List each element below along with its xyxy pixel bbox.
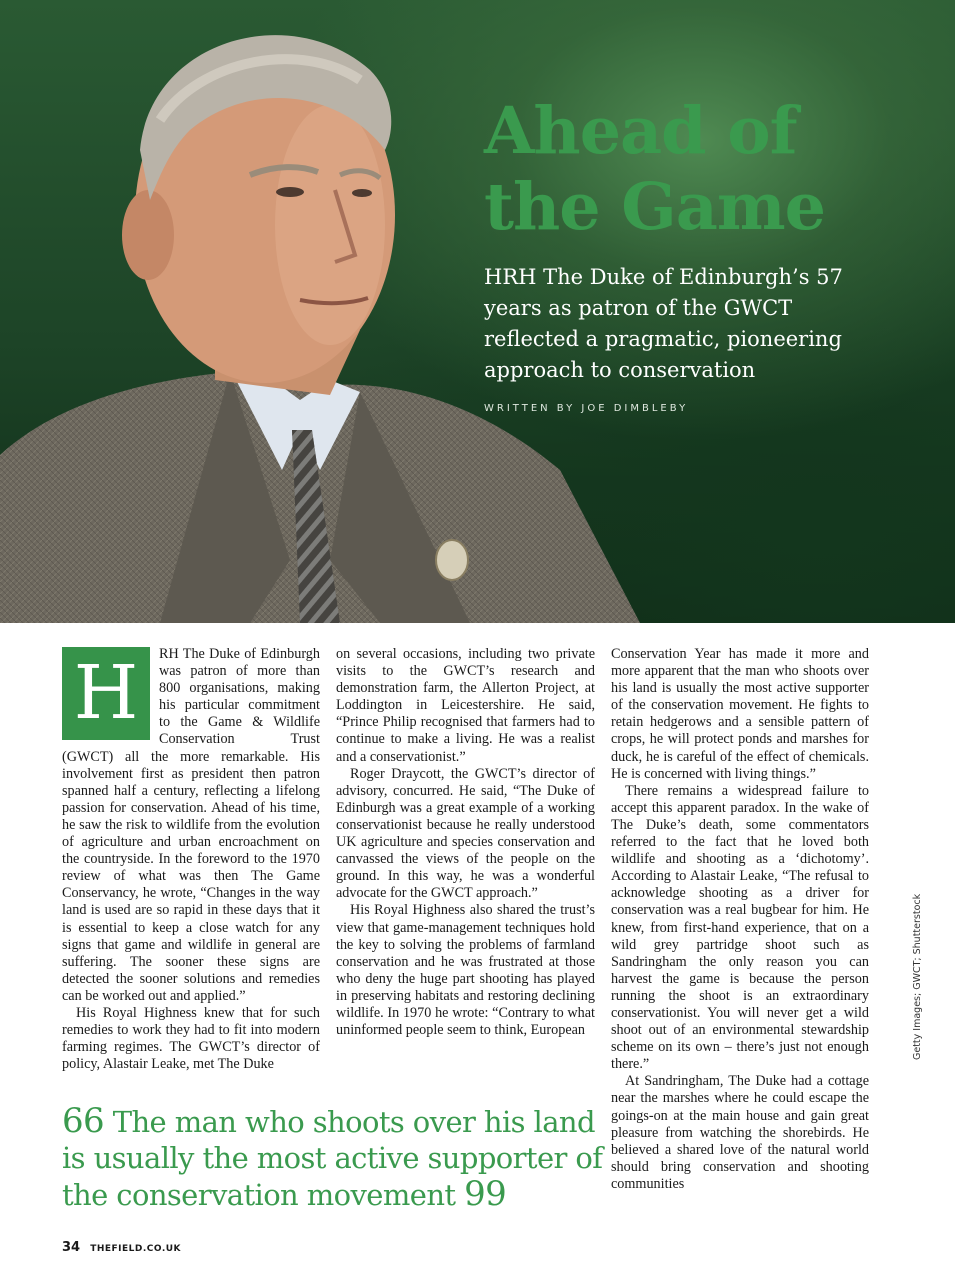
pull-quote	[62, 1103, 607, 1213]
close-quote-mark: 99	[464, 1174, 507, 1214]
site-url: THEFIELD.CO.UK	[90, 1244, 182, 1254]
byline: WRITTEN BY JOE DIMBLEBY	[484, 403, 689, 414]
page-number: 34	[62, 1240, 81, 1255]
article-column-1	[62, 646, 320, 1073]
page-footer	[62, 1236, 181, 1255]
article-paragraph: on several occasions, including two private visits to the GWCT’s research and demonstration farm, the Allerton Project, at Loddington in Leicestershire. He said, “Prince Philip recognised that farmers had to continue to make a living. He was a realist and a conservationist.”	[336, 646, 595, 765]
photo-credit: Getty Images; GWCT; Shutterstock	[912, 893, 923, 1060]
article-paragraph: His Royal Highness also shared the trust’s view that game-management techniques hold the key to solving the problems of farmland conservation and he was frustrated at those who deny the huge part shooting has played in preserving habitats and restoring declining wildlife. In 1970 he wrote: “Contrary to what uninformed people seem to think, European	[336, 902, 595, 1039]
drop-cap: H	[62, 647, 150, 740]
article-paragraph: Conservation Year has made it more and more apparent that the man who shoots over his land is usually the most active supporter of the conservation movement. He fights to retain hedgerows and a sensible pattern of crops, he will protect ponds and marshes for duck, he is careful of the effect of chemicals. He is concerned with living things.”	[611, 646, 869, 782]
article-paragraph: Roger Draycott, the GWCT’s director of advisory, concurred. He said, “The Duke of Edinburgh was a great example of a working conservationist because he really understood UK agriculture and species conservation and canvassed the views of the people on the ground. In this way, he was a wonderful advocate for the GWCT approach.”	[336, 765, 595, 902]
article-column-3	[611, 646, 869, 1193]
article-paragraph: At Sandringham, The Duke had a cottage near the marshes where he could escape the goings-on at the main house and gain great pleasure from watching the shorebirds. He believed a shared love of the natural world should bring conservation and shooting communities	[611, 1073, 869, 1192]
article-paragraph: His Royal Highness knew that for such remedies to work they had to fit into modern farming regimes. The GWCT’s director of policy, Alastair Leake, met The Duke	[62, 1004, 320, 1073]
hero-photo	[0, 0, 955, 623]
open-quote-mark: 66	[62, 1101, 105, 1141]
headline: Ahead of the Game	[484, 93, 826, 245]
standfirst: HRH The Duke of Edinburgh’s 57 years as patron of the GWCT reflected a pragmatic, pioneering approach to conservation	[484, 265, 843, 382]
article-paragraph: RH The Duke of Edinburgh was patron of more than 800 organisations, making his particular commitment to the Game & Wildlife Conservation Trust (GWCT) all the more remarkable. His involvement first as president then patron spanned half a century, reflecting a lifelong passion for conservation. Ahead of his time, he saw the risk to wildlife from the evolution of agriculture and urban encroachment on the countryside. In the foreword to the 1970 review of what was then The Game Conservancy, he wrote, “Changes in the way land is used are so rapid in these days that it is essential to keep a close watch for any signs that game and wildlife in general are suffering. The sooner these signs are detected the sooner solutions and remedies can be worked out and applied.”	[62, 646, 320, 1004]
pull-quote-text: The man who shoots over his land is usually the most active supporter of the conservation movement	[62, 1105, 603, 1212]
article-column-2	[336, 646, 595, 1039]
article-paragraph: There remains a widespread failure to accept this apparent paradox. In the wake of The Duke’s death, some commentators referred to the fact that he loved both wildlife and shooting as a ‘dichotomy’. According to Alastair Leake, “The refusal to acknowledge shooting as a driver for conservation was a real bugbear for him. He knew, from first-hand experience, that on a wild grey partridge shoot such as Sandringham the only reason you can harvest the game is because the person running the shoot is an extraordinary conservationist. You will never get a wild shoot out of an environmental stewardship scheme on its own – there’s just not enough there.”	[611, 782, 869, 1073]
